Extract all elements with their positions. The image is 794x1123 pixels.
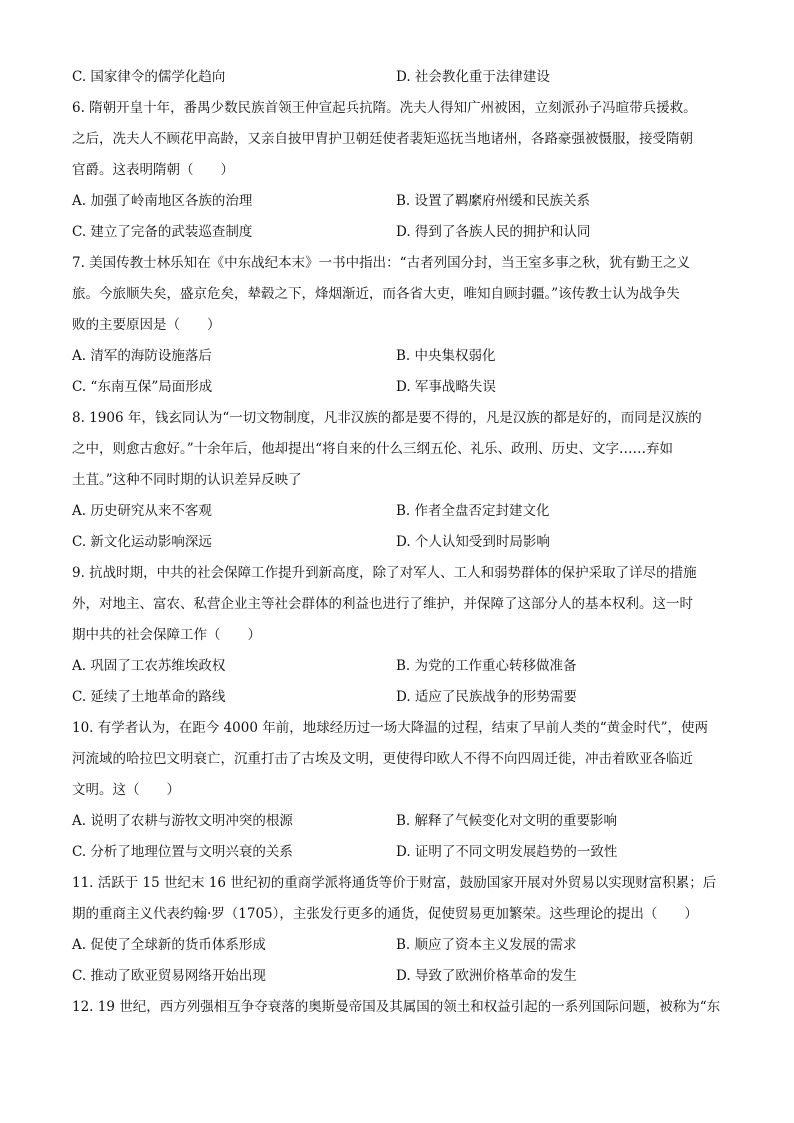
q5-option-d[interactable]: D. 社会教化重于法律建设 bbox=[396, 69, 550, 85]
q9-stem-line: 9. 抗战时期，中共的社会保障工作提升到新高度，除了对军人、工人和弱势群体的保护采取了详尽的措施 bbox=[72, 565, 697, 581]
q8-option-b[interactable]: B. 作者全盘否定封建文化 bbox=[396, 503, 550, 519]
q6-stem-line: 官爵。这表明隋朝（ ） bbox=[72, 162, 234, 178]
q6-options-row-ab bbox=[72, 186, 726, 217]
q9-stem-line: 期中共的社会保障工作（ ） bbox=[72, 627, 261, 643]
question-10 bbox=[72, 713, 726, 868]
q6-option-d[interactable]: D. 得到了各族人民的拥护和认同 bbox=[396, 224, 591, 240]
question-9 bbox=[72, 558, 726, 713]
q11-options-row-cd bbox=[72, 961, 726, 992]
q8-option-c[interactable]: C. 新文化运动影响深远 bbox=[72, 534, 212, 550]
q8-stem-line: 土苴。”这种不同时期的认识差异反映了 bbox=[72, 472, 302, 488]
q7-stem-line: 旅。今旅顺失矣，盛京危矣，辇毂之下，烽烟渐近，而各省大吏，唯知自顾封疆。”该传教士认为战争失 bbox=[72, 286, 680, 302]
q11-options-row-ab bbox=[72, 930, 726, 961]
q5-option-c[interactable]: C. 国家律令的儒学化趋向 bbox=[72, 69, 226, 85]
q10-stem-line: 河流域的哈拉巴文明衰亡，沉重打击了古埃及文明，更使得印欧人不得不向四周迁徙，冲击着欧亚各临近 bbox=[72, 751, 693, 767]
q11-option-d[interactable]: D. 导致了欧洲价格革命的发生 bbox=[396, 968, 577, 984]
q11-stem-line: 期的重商主义代表约翰·罗（1705），主张发行更多的通货，促使贸易更加繁荣。这些理论的提出（ ） bbox=[72, 906, 698, 922]
q10-stem-line: 10. 有学者认为，在距今 4000 年前，地球经历过一场大降温的过程，结束了早前人类的“黄金时代”，使两 bbox=[72, 720, 709, 736]
q10-option-d[interactable]: D. 证明了不同文明发展趋势的一致性 bbox=[396, 844, 618, 860]
q9-options-row-cd bbox=[72, 682, 726, 713]
q6-option-b[interactable]: B. 设置了羁縻府州缓和民族关系 bbox=[396, 193, 591, 209]
q7-stem-line: 7. 美国传教士林乐知在《中东战纪本末》一书中指出：“古者列国分封，当王室多事之秋，犹有勤王之义 bbox=[72, 255, 691, 271]
q7-option-c[interactable]: C. “东南互保”局面形成 bbox=[72, 379, 213, 395]
q7-option-b[interactable]: B. 中央集权弱化 bbox=[396, 348, 496, 364]
q7-option-a[interactable]: A. 清军的海防设施落后 bbox=[72, 348, 212, 364]
q6-stem-line: 6. 隋朝开皇十年，番禺少数民族首领王仲宣起兵抗隋。冼夫人得知广州被困，立刻派孙子冯暄带兵援救。 bbox=[72, 100, 697, 116]
q8-options-row-cd bbox=[72, 527, 726, 558]
q10-stem-line: 文明。这（ ） bbox=[72, 782, 180, 798]
q9-option-d[interactable]: D. 适应了民族战争的形势需要 bbox=[396, 689, 577, 705]
question-8 bbox=[72, 403, 726, 558]
q7-stem-line: 败的主要原因是（ ） bbox=[72, 317, 221, 333]
q6-stem-line: 之后，冼夫人不顾花甲高龄，又亲自披甲胄护卫朝廷使者裴矩巡抚当地诸州，各路豪强被慑服，接受隋朝 bbox=[72, 131, 693, 147]
q11-option-a[interactable]: A. 促使了全球新的货币体系形成 bbox=[72, 937, 266, 953]
question-6 bbox=[72, 93, 726, 248]
q8-options-row-ab bbox=[72, 496, 726, 527]
q8-stem-line: 8. 1906 年，钱玄同认为“一切文物制度，凡非汉族的都是要不得的，凡是汉族的都是好的，而同是汉族的 bbox=[72, 410, 702, 426]
q6-option-a[interactable]: A. 加强了岭南地区各族的治理 bbox=[72, 193, 253, 209]
q10-option-a[interactable]: A. 说明了农耕与游牧文明冲突的根源 bbox=[72, 813, 293, 829]
question-7 bbox=[72, 248, 726, 403]
q10-options-row-cd bbox=[72, 837, 726, 868]
q5-options-row-cd bbox=[72, 62, 726, 93]
q8-stem-line: 之中，则愈古愈好。”十余年后，他却提出“将自来的什么三纲五伦、礼乐、政刑、历史、文字……弃如 bbox=[72, 441, 674, 457]
q12-stem-line: 12. 19 世纪，西方列强相互争夺衰落的奥斯曼帝国及其属国的领土和权益引起的一系列国际问题，被称为“东 bbox=[72, 999, 721, 1015]
q11-option-c[interactable]: C. 推动了欧亚贸易网络开始出现 bbox=[72, 968, 266, 984]
q7-options-row-ab bbox=[72, 341, 726, 372]
q8-option-d[interactable]: D. 个人认知受到时局影响 bbox=[396, 534, 550, 550]
exam-page bbox=[72, 62, 726, 1023]
q11-option-b[interactable]: B. 顺应了资本主义发展的需求 bbox=[396, 937, 577, 953]
q10-options-row-ab bbox=[72, 806, 726, 837]
q9-stem-line: 外，对地主、富农、私营企业主等社会群体的利益也进行了维护，并保障了这部分人的基本权利。这一时 bbox=[72, 596, 693, 612]
q7-option-d[interactable]: D. 军事战略失误 bbox=[396, 379, 496, 395]
q7-options-row-cd bbox=[72, 372, 726, 403]
question-11 bbox=[72, 868, 726, 992]
q9-option-a[interactable]: A. 巩固了工农苏维埃政权 bbox=[72, 658, 226, 674]
q9-options-row-ab bbox=[72, 651, 726, 682]
q6-option-c[interactable]: C. 建立了完备的武装巡查制度 bbox=[72, 224, 253, 240]
q8-option-a[interactable]: A. 历史研究从来不客观 bbox=[72, 503, 212, 519]
q9-option-b[interactable]: B. 为党的工作重心转移做准备 bbox=[396, 658, 577, 674]
q10-option-b[interactable]: B. 解释了气候变化对文明的重要影响 bbox=[396, 813, 618, 829]
q9-option-c[interactable]: C. 延续了土地革命的路线 bbox=[72, 689, 226, 705]
question-12 bbox=[72, 992, 726, 1023]
q11-stem-line: 11. 活跃于 15 世纪末 16 世纪初的重商学派将通货等价于财富，鼓励国家开展对外贸易以实现财富积累；后 bbox=[72, 875, 717, 891]
q10-option-c[interactable]: C. 分析了地理位置与文明兴衰的关系 bbox=[72, 844, 293, 860]
q6-options-row-cd bbox=[72, 217, 726, 248]
